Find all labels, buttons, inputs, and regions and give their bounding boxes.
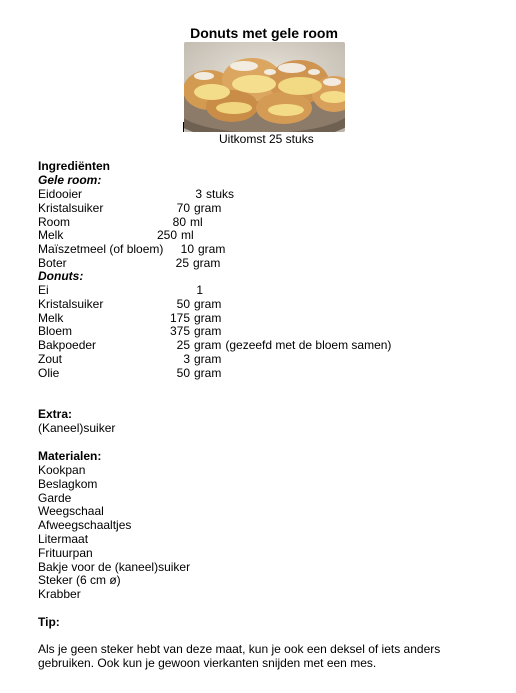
ingredient-name: Kristalsuiker <box>38 296 104 311</box>
ingredient-amount: 375 <box>169 324 190 339</box>
tip-text <box>38 642 478 670</box>
materials-item: Frituurpan <box>38 545 93 560</box>
donuts-photo <box>184 42 345 132</box>
ingredient-amount: 80 <box>172 214 186 229</box>
ingredient-name: Eidooier <box>38 187 83 201</box>
tip-line: gebruiken. Ook kun je gewoon vierkanten snijden met een mes. <box>38 656 377 670</box>
materials-item: Krabber <box>38 587 81 602</box>
materials-item: Afweegschaaltjes <box>38 518 132 533</box>
ingredient-amount: 175 <box>169 310 190 325</box>
ingredient-amount: 25 <box>175 256 189 270</box>
ingredient-unit: gram <box>198 242 226 257</box>
recipe-yield: Uitkomst 25 stuks <box>219 132 314 146</box>
ingredient-amount: 250 <box>156 228 177 243</box>
ingredient-name: Kristalsuiker <box>38 200 104 215</box>
ingredient-name: Maïszetmeel (of bloem) <box>38 242 164 257</box>
materials-item: Weegschaal <box>38 504 104 519</box>
ingredient-unit: gram <box>194 310 222 325</box>
ingredient-amount: 1 <box>196 283 203 297</box>
materials-heading: Materialen: <box>38 449 102 463</box>
recipe-title: Donuts met gele room <box>190 25 338 41</box>
ingredient-note: (gezeefd met de bloem samen) <box>225 338 392 353</box>
ingredient-name: Ei <box>38 283 49 297</box>
materials-item: Beslagkom <box>38 476 98 491</box>
materials-item: Kookpan <box>38 463 86 477</box>
ingredient-amount: 50 <box>176 365 190 380</box>
text-cursor <box>183 122 184 132</box>
materials-item: Garde <box>38 490 72 505</box>
ingredient-name: Boter <box>38 256 67 270</box>
ingredient-name: Zout <box>38 352 63 366</box>
ingredient-name: Olie <box>38 365 60 380</box>
extra-heading: Extra: <box>38 407 73 421</box>
ingredient-unit: gram <box>194 338 222 353</box>
materials-item: Bakje voor de (kaneel)suiker <box>38 559 191 574</box>
extra-item: (Kaneel)suiker <box>38 421 116 435</box>
ingredients-heading: Ingrediënten <box>38 159 111 173</box>
materials-item: Steker (6 cm ø) <box>38 573 121 588</box>
ingredient-name: Melk <box>38 228 64 243</box>
tip-line: Als je geen steker hebt van deze maat, kun je ook een deksel of iets anders <box>38 642 441 656</box>
donuts-heading: Donuts: <box>38 269 84 283</box>
ingredient-unit: gram <box>194 352 222 366</box>
materials-item: Litermaat <box>38 532 89 546</box>
ingredient-unit: gram <box>194 200 222 215</box>
ingredient-name: Melk <box>38 310 64 325</box>
ingredient-name: Room <box>38 214 71 229</box>
ingredient-amount: 50 <box>176 296 190 311</box>
ingredient-amount: 3 <box>183 352 190 366</box>
ingredient-unit: gram <box>194 365 222 380</box>
ingredient-unit: gram <box>193 256 221 270</box>
ingredient-amount: 25 <box>176 338 190 353</box>
ingredient-amount: 10 <box>180 242 194 257</box>
ingredient-name: Bloem <box>38 324 73 339</box>
ingredient-unit: ml <box>181 228 194 243</box>
ingredient-name: Bakpoeder <box>38 338 97 353</box>
ingredient-unit: gram <box>194 296 222 311</box>
ingredient-amount: 70 <box>176 200 190 215</box>
ingredient-unit: stuks <box>206 187 235 201</box>
ingredient-amount: 3 <box>195 187 202 201</box>
cream-heading: Gele room: <box>38 173 102 187</box>
tip-heading: Tip: <box>38 615 60 629</box>
ingredient-unit: gram <box>194 324 222 339</box>
ingredient-unit: ml <box>190 214 203 229</box>
